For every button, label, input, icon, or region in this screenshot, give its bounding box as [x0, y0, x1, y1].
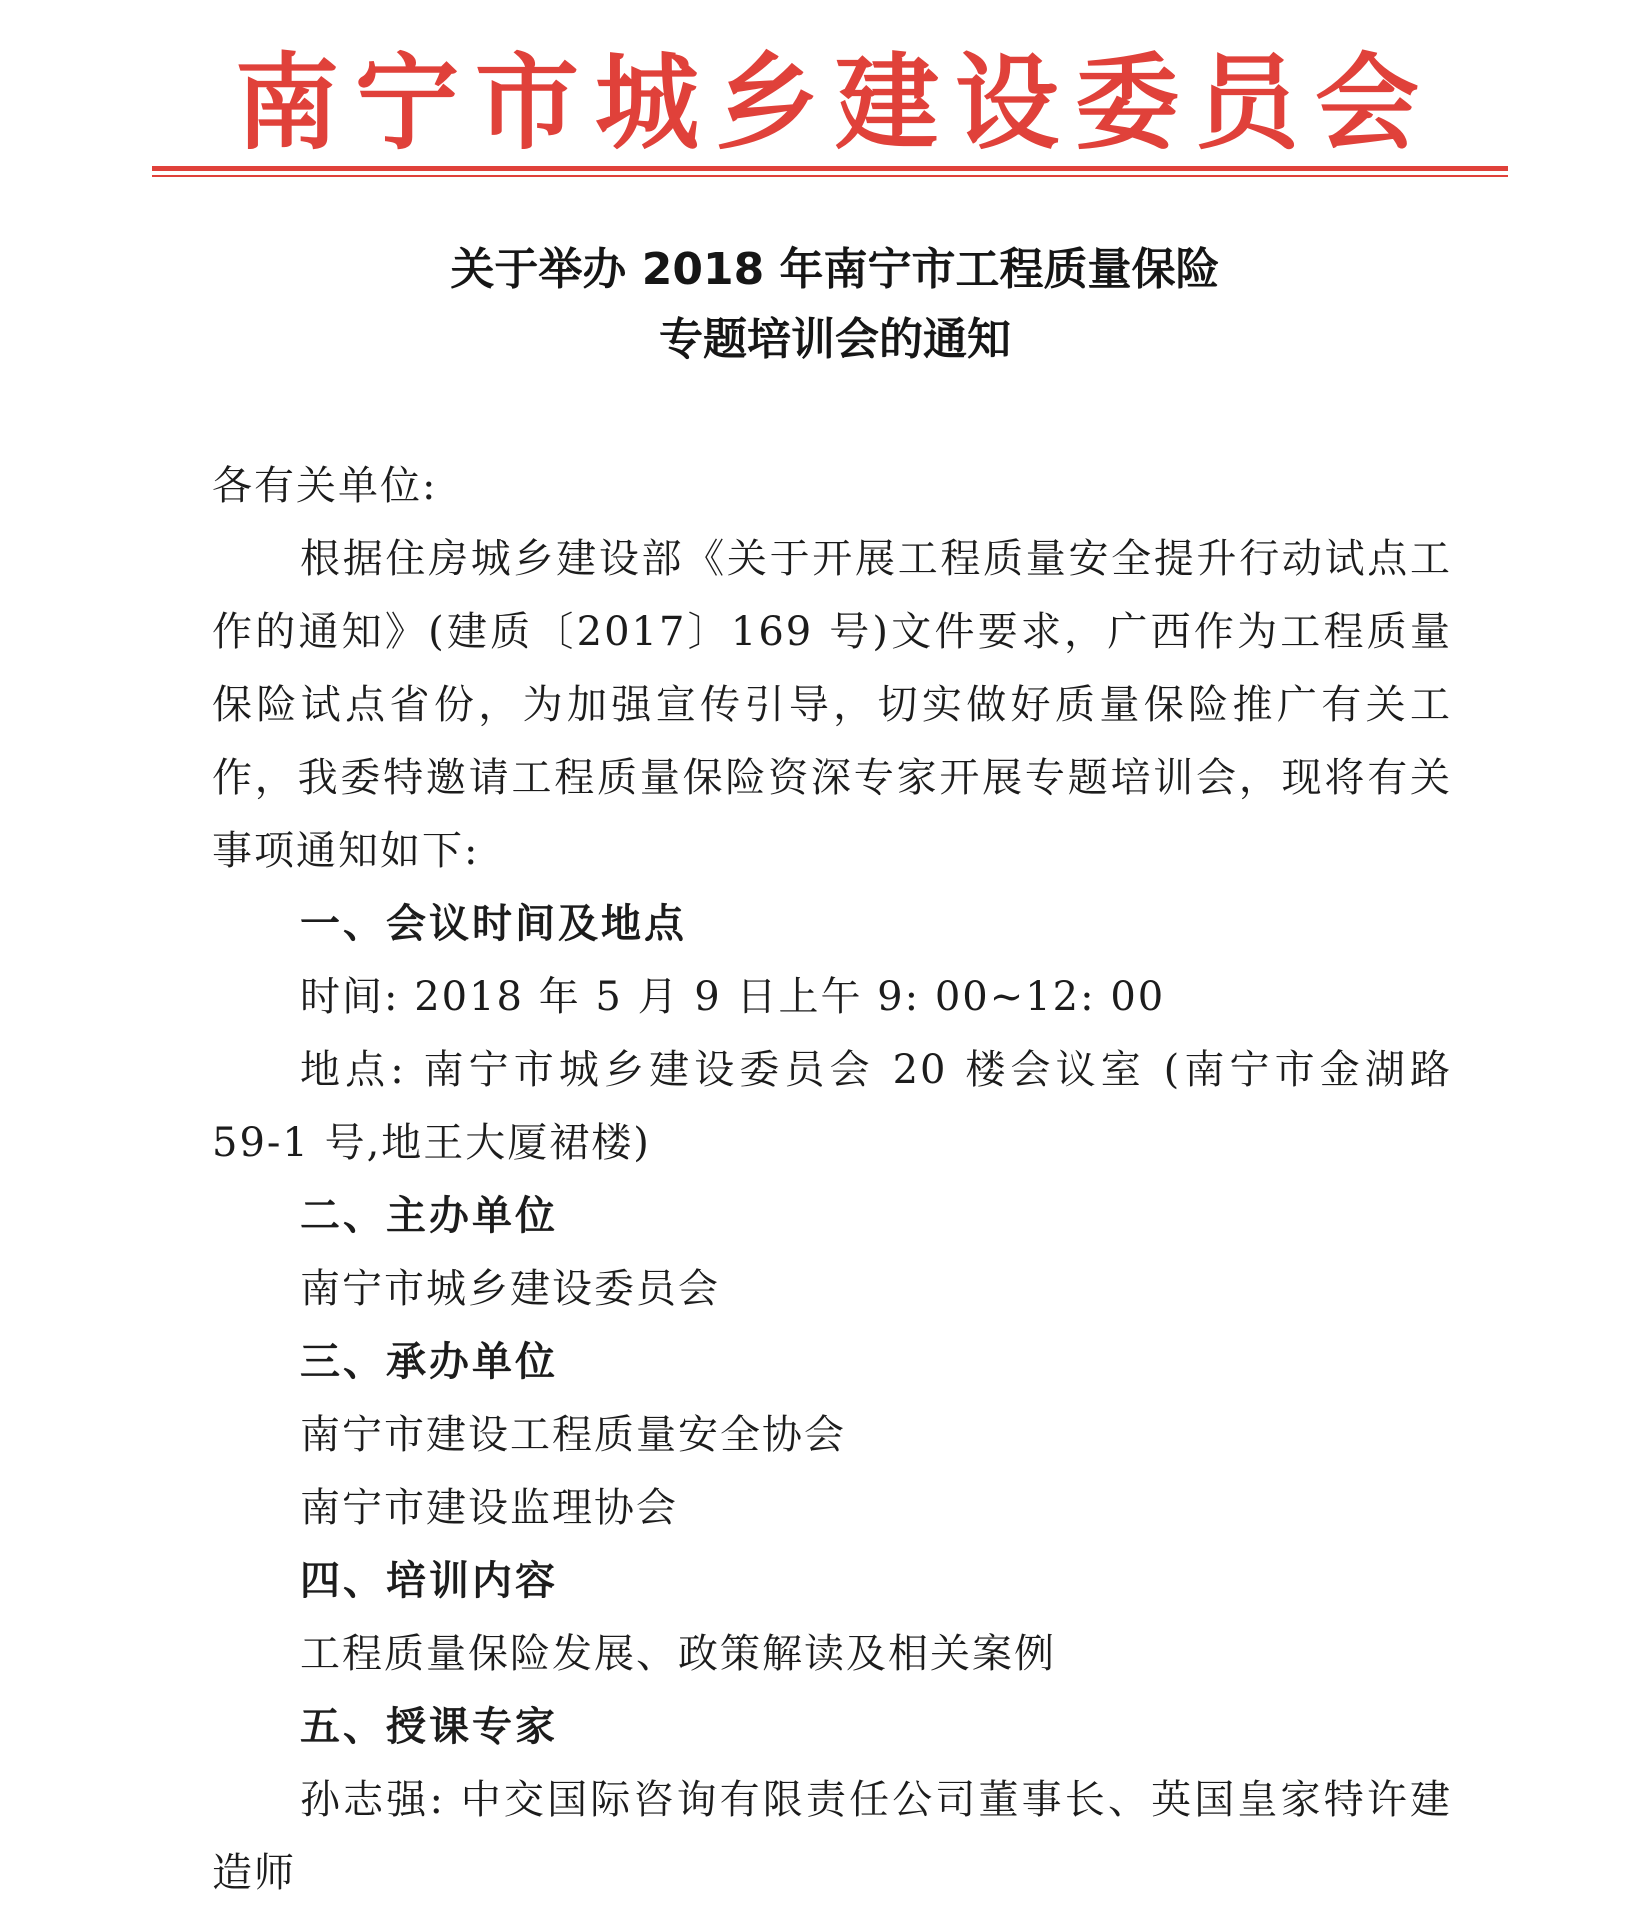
organizer: 南宁市城乡建设委员会: [300, 1266, 720, 1312]
section-3-heading: 三、承办单位: [300, 1339, 558, 1385]
section-5-heading: 五、授课专家: [300, 1704, 558, 1750]
letterhead-org-name: 南宁市城乡建设委员会: [234, 41, 1435, 164]
section-2-heading: 二、主办单位: [300, 1193, 558, 1239]
intro-paragraph: 根据住房城乡建设部《关于开展工程质量安全提升行动试点工作的通知》(建质〔2017〕169 号)文件要求，广西作为工程质量保险试点省份，为加强宣传引导，切实做好质量保险推广有关工作，我委特邀请工程质量保险资深专家开展专题培训会，现将有关事项通知如下:: [212, 536, 1452, 874]
section-4-heading: 四、培训内容: [300, 1558, 558, 1604]
letterhead-rule-thin: [152, 175, 1508, 177]
co-organizer-1: 南宁市建设工程质量安全协会: [300, 1412, 846, 1458]
meeting-time: 时间: 2018 年 5 月 9 日上午 9: 00~12: 00: [300, 974, 1166, 1020]
lecturer: 孙志强: 中交国际咨询有限责任公司董事长、英国皇家特许建造师: [212, 1777, 1452, 1896]
meeting-place: 地点: 南宁市城乡建设委员会 20 楼会议室 (南宁市金湖路 59-1 号,地王大厦裙楼): [212, 1047, 1452, 1166]
document-title-line-2: 专题培训会的通知: [659, 314, 1011, 365]
training-content: 工程质量保险发展、政策解读及相关案例: [300, 1631, 1056, 1677]
letterhead-rule-thick: [152, 166, 1508, 171]
document-title-line-1: 关于举办 2018 年南宁市工程质量保险: [450, 244, 1220, 295]
co-organizer-2: 南宁市建设监理协会: [300, 1485, 678, 1531]
salutation: 各有关单位:: [212, 463, 438, 509]
section-1-heading: 一、会议时间及地点: [300, 901, 687, 947]
document-body: [212, 450, 1452, 1910]
